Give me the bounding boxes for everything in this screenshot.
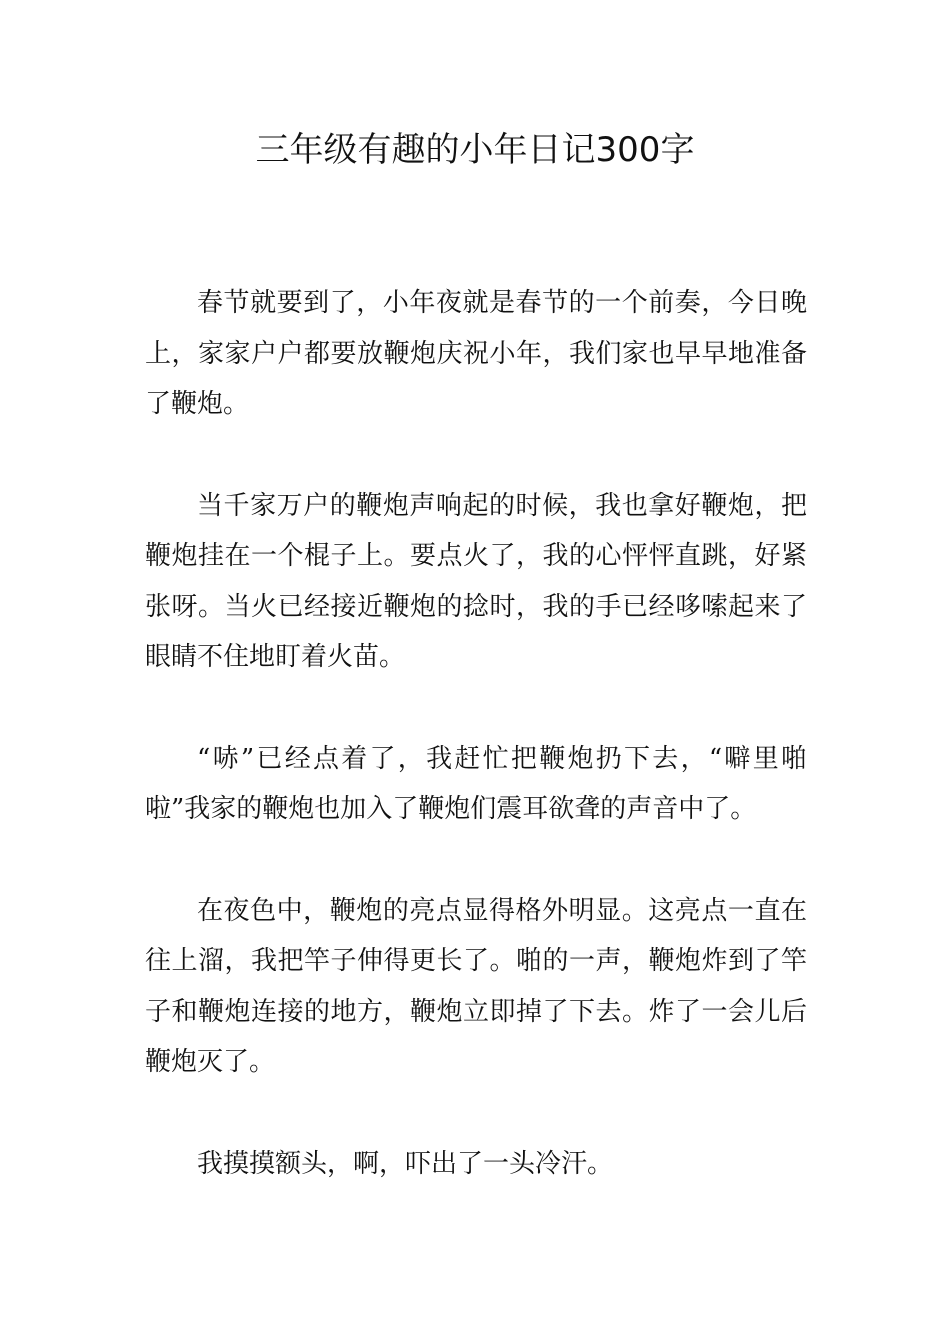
- paragraph-4: 在夜色中，鞭炮的亮点显得格外明显。这亮点一直在往上溜，我把竿子伸得更长了。啪的一声，鞭炮炸到了竿子和鞭炮连接的地方，鞭炮立即掉了下去。炸了一会儿后鞭炮灭了。: [145, 895, 807, 1077]
- paragraph-2: 当千家万户的鞭炮声响起的时候，我也拿好鞭炮，把鞭炮挂在一个棍子上。要点火了，我的心怦怦直跳，好紧张呀。当火已经接近鞭炮的捻时，我的手已经哆嗦起来了眼睛不住地盯着火苗。: [145, 490, 807, 672]
- document-title: 三年级有趣的小年日记300字: [255, 130, 695, 170]
- document-body: [145, 278, 807, 1240]
- paragraph-5: 我摸摸额头，啊，吓出了一头冷汗。: [197, 1148, 614, 1179]
- paragraph-1: 春节就要到了，小年夜就是春节的一个前奏，今日晚上，家家户户都要放鞭炮庆祝小年，我们家也早早地准备了鞭炮。: [145, 288, 807, 419]
- paragraph-3: “哧”已经点着了，我赶忙把鞭炮扔下去，“噼里啪啦”我家的鞭炮也加入了鞭炮们震耳欲聋的声音中了。: [145, 743, 807, 824]
